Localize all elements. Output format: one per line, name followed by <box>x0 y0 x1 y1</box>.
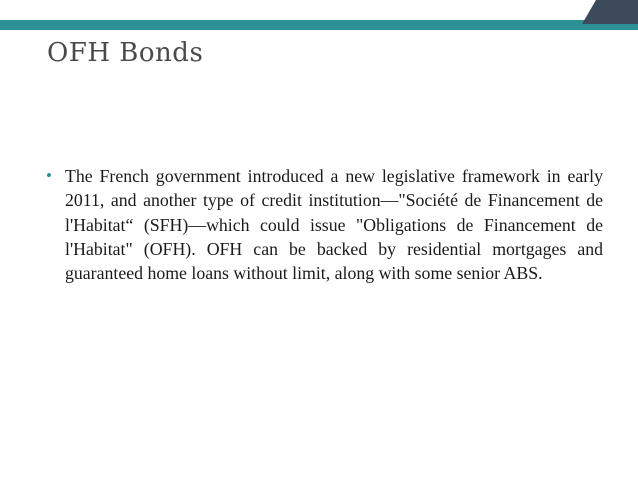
header-teal-stripe <box>0 0 638 24</box>
header-dark-corner <box>582 0 638 24</box>
slide-title: OFH Bonds <box>47 38 204 68</box>
header-teal-band <box>0 24 638 30</box>
bullet-list <box>46 164 603 285</box>
bullet-marker: • <box>46 166 52 185</box>
bullet-text: The French government introduced a new legislative framework in early 2011, and another type of credit institution—"Société de Financement de l'Habitat“ (SFH)—which could issue "Obligations de Financement de l'Habitat" (OFH). OFH can be backed by residential mortgages and guaranteed home loans without limit, along with some senior ABS. <box>65 166 603 284</box>
header-band <box>0 0 638 24</box>
